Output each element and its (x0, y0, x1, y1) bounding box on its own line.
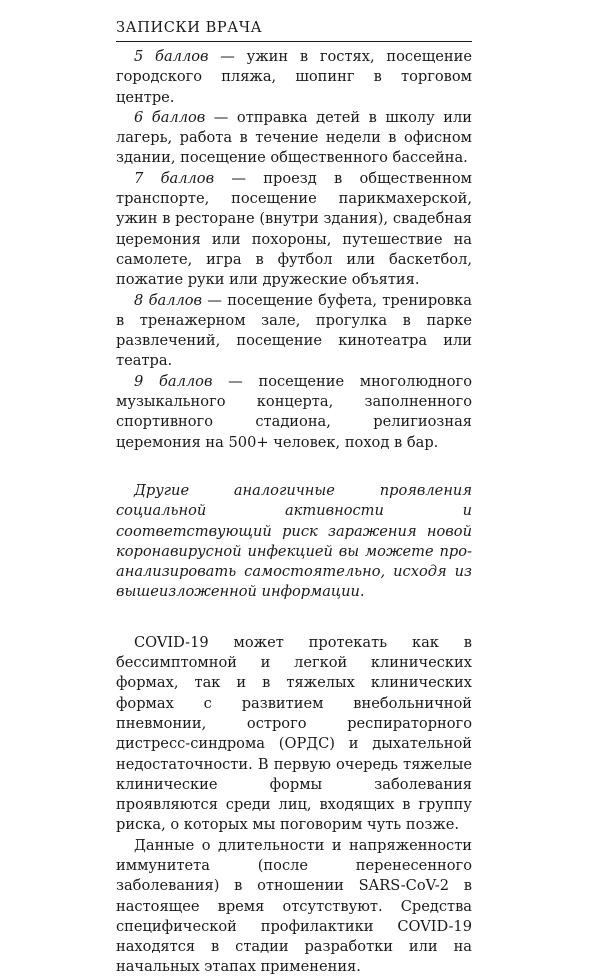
body-text (116, 633, 472, 978)
risk-level-label: 7 баллов (134, 169, 215, 187)
risk-level-label: 8 баллов (134, 291, 203, 309)
running-head (116, 18, 472, 42)
risk-level-entry (116, 108, 472, 169)
risk-level-label: 5 баллов (134, 48, 209, 65)
body-paragraph: COVID-19 может протекать как в бессимптомной и легкой клинических формах, так и в тяжелых клинических формах с развитием внебольничной пневмонии, острого респираторного дистресс-синдрома (ОРДС) и дыхательной недостаточности. В первую очередь тяжелые клинические формы заболевания проявляются среди лиц, входящих в группу риска, о которых мы поговорим чуть позже. (116, 633, 472, 834)
book-page (116, 18, 472, 978)
risk-level-entry (116, 291, 472, 372)
risk-level-entry (116, 47, 472, 108)
risk-level-text: — посещение многолюдного музыкального концерта, заполненного спортивного стадиона, религиозная церемония на 500+ человек, поход в бар. (116, 372, 472, 451)
risk-level-label: 6 баллов (134, 108, 206, 126)
risk-level-text: — посещение буфета, тренировка в тренажерном зале, прогулка в парке развлечений, посещение кинотеатра или театра. (116, 291, 472, 370)
body-paragraph: Данные о длительности и напряженности иммунитета (после перенесенного заболевания) в отношении SARS-CoV-2 в настоящее время отсутствуют. Средства специфической профилактики COVID-19 находятся в стадии разработки или на начальных этапах применения. (116, 836, 472, 976)
running-title: ЗАПИСКИ ВРАЧА (116, 20, 263, 36)
italic-note: Другие аналогичные проявления социальной активности и соответствующий риск заражения новой коронавирусной инфекцией вы можете проанализировать самостоятельно, исходя из вышеизложенной информации. (116, 481, 472, 601)
risk-level-text: — отправка детей в школу или лагерь, работа в течение недели в офисном здании, посещение общественного бассейна. (116, 108, 472, 167)
risk-level-list (116, 47, 472, 453)
risk-level-label: 9 баллов (134, 372, 213, 390)
risk-level-entry (116, 372, 472, 453)
risk-level-text: — ужин в гостях, посещение городского пляжа, шопинг в торговом центре. (116, 48, 472, 106)
risk-level-entry (116, 169, 472, 291)
risk-level-text: — проезд в общественном транспорте, посещение парикмахерской, ужин в ресторане (внутри здания), свадебная церемония или похороны, путешествие на самолете, игра в футбол или баскетбол, пожатие руки или дружеские объятия. (116, 169, 472, 289)
